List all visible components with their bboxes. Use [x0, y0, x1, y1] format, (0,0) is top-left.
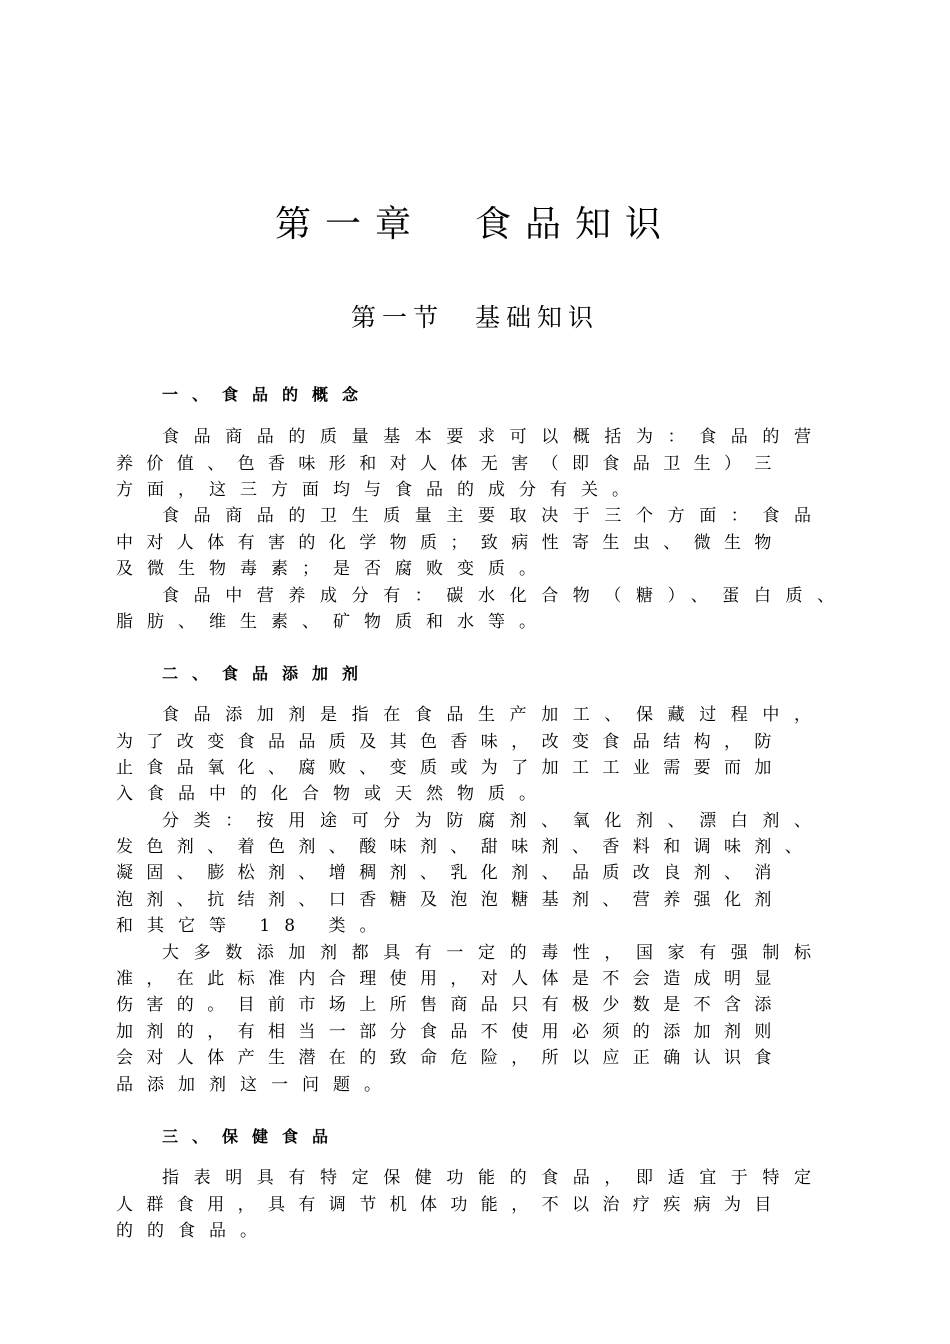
paragraph-line: 准，在此标准内合理使用，对人体是不会造成明显: [116, 969, 785, 989]
paragraph-line: 脂肪、维生素、矿物质和水等。: [116, 612, 550, 632]
section-heading: 三、保健食品: [162, 1127, 343, 1146]
paragraph-line: 品添加剂这一问题。: [116, 1075, 395, 1095]
paragraph-line: 加剂的，有相当一部分食品不使用必须的添加剂则: [116, 1022, 785, 1042]
paragraph-line: 食品添加剂是指在食品生产加工、保藏过程中，: [162, 705, 826, 725]
paragraph-line: 食品中营养成分有：碳水化合物（糖）、蛋白质、: [162, 586, 849, 606]
paragraph-line: 大多数添加剂都具有一定的毒性，国家有强制标: [162, 943, 826, 963]
paragraph-line: 伤害的。目前市场上所售商品只有极少数是不含添: [116, 995, 785, 1015]
paragraph-line: 入食品中的化合物或天然物质。: [116, 784, 550, 804]
paragraph-line: 指表明具有特定保健功能的食品，即适宜于特定: [162, 1168, 826, 1188]
section-title: 第一节 基础知识: [350, 303, 599, 332]
paragraph-line: 会对人体产生潜在的致命危险，所以应正确认识食: [116, 1048, 785, 1068]
paragraph-line: 食品商品的卫生质量主要取决于三个方面：食品: [162, 506, 826, 526]
paragraph-line: 止食品氧化、腐败、变质或为了加工工业需要而加: [116, 758, 785, 778]
paragraph-line: 养价值、色香味形和对人体无害（即食品卫生）三: [116, 454, 785, 474]
paragraph-line: 的的食品。: [116, 1221, 271, 1241]
paragraph-line: 发色剂、着色剂、酸味剂、甜味剂、香料和调味剂、: [116, 837, 816, 857]
paragraph-line: 分类：按用途可分为防腐剂、氧化剂、漂白剂、: [162, 811, 826, 831]
section-heading: 二、食品添加剂: [162, 664, 373, 683]
paragraph-line: 中对人体有害的化学物质；致病性寄生虫、微生物: [116, 533, 785, 553]
paragraph-line: 和其它等 18 类。: [116, 916, 391, 936]
paragraph-line: 为了改变食品品质及其色香味，改变食品结构，防: [116, 732, 785, 752]
paragraph-line: 泡剂、抗结剂、口香糖及泡泡糖基剂、营养强化剂: [116, 890, 785, 910]
paragraph-line: 食品商品的质量基本要求可以概括为：食品的营: [162, 427, 826, 447]
paragraph-line: 凝固、膨松剂、增稠剂、乳化剂、品质改良剂、消: [116, 863, 785, 883]
paragraph-line: 方面，这三方面均与食品的成分有关。: [116, 480, 643, 500]
paragraph-line: 人群食用，具有调节机体功能，不以治疗疾病为目: [116, 1195, 785, 1215]
chapter-title: 第一章 食品知识: [274, 204, 675, 245]
section-heading: 一、食品的概念: [162, 385, 373, 404]
paragraph-line: 及微生物毒素；是否腐败变质。: [116, 559, 550, 579]
